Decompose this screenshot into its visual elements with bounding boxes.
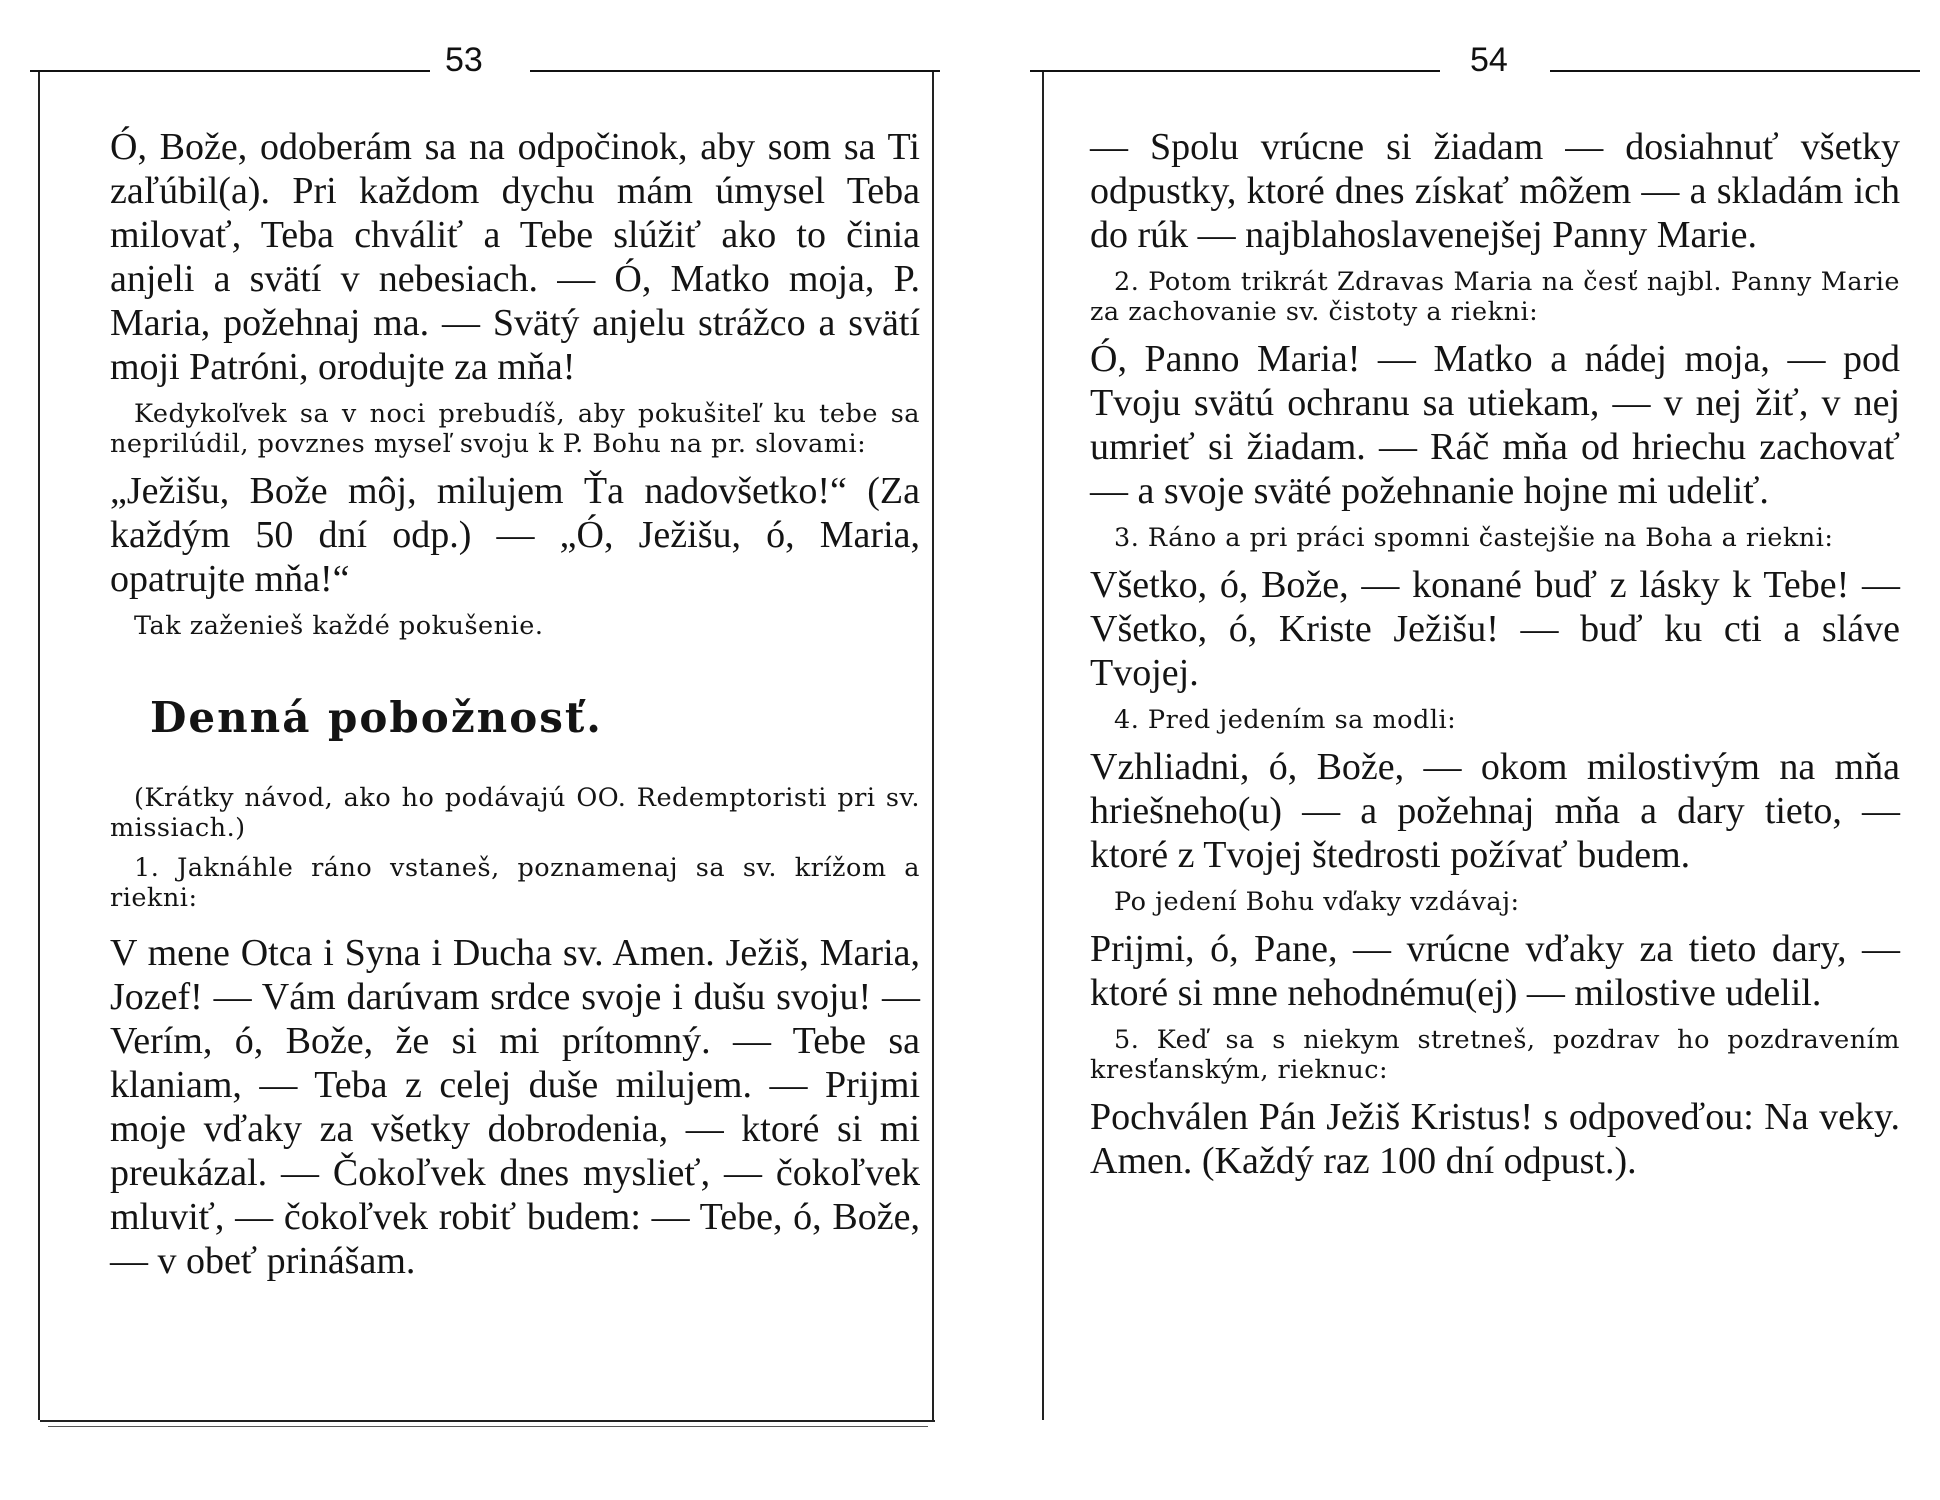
- instruction-paragraph: 1. Jaknáhle ráno vstaneš, poznamenaj sa sv. krížom a riekni:: [110, 853, 920, 913]
- page-number: 54: [1470, 41, 1508, 79]
- prayer-paragraph: Ó, Bože, odoberám sa na odpočinok, aby som sa Ti zaľúbil(a). Pri každom dychu mám úmysel Teba milovať, Teba chváliť a Tebe slúžiť ako to činia anjeli a svätí v nebesiach. — Ó, Matko moja, P. Maria, požehnaj ma. — Svätý anjelu strážco a svätí moji Patróni, orodujte za mňa!: [110, 126, 920, 388]
- instruction-paragraph: 4. Pred jedením sa modli:: [1114, 705, 1457, 735]
- instruction-paragraph: Tak zaženieš každé pokušenie.: [134, 611, 544, 641]
- page-number: 53: [445, 41, 483, 79]
- header-rule: [1030, 70, 1440, 72]
- right-page-header: [1030, 40, 1920, 80]
- instruction-paragraph: (Krátky návod, ako ho podávajú OO. Redemptoristi pri sv. missiach.): [110, 783, 920, 843]
- instruction-paragraph: 2. Potom trikrát Zdravas Maria na česť najbl. Panny Marie za zachovanie sv. čistoty a riekni:: [1090, 267, 1900, 327]
- prayer-paragraph: Vzhliadni, ó, Bože, — okom milostivým na mňa hriešneho(u) — a požehnaj mňa a dary tieto, — ktoré z Tvojej štedrosti požívať budem.: [1090, 746, 1900, 876]
- header-rule: [530, 70, 940, 72]
- prayer-paragraph: Ó, Panno Maria! — Matko a nádej moja, — pod Tvoju svätú ochranu sa utiekam, — v nej žiť, v nej umrieť si žiadam. — Ráč mňa od hriechu zachovať — a svoje sväté požehnanie hojne mi udeliť.: [1090, 338, 1900, 512]
- instruction-paragraph: 3. Ráno a pri práci spomni častejšie na Boha a riekni:: [1114, 523, 1834, 553]
- left-page-header: [30, 40, 940, 80]
- instruction-paragraph: Kedykoľvek sa v noci prebudíš, aby pokušiteľ ku tebe sa neprilúdil, povznes myseľ svoju k P. Bohu na pr. slovami:: [110, 399, 920, 459]
- section-heading: Denná pobožnosť.: [150, 693, 603, 742]
- left-page-text: [110, 125, 920, 1283]
- instruction-paragraph: Po jedení Bohu vďaky vzdávaj:: [1114, 887, 1520, 917]
- right-page-text: [1090, 125, 1900, 1183]
- prayer-paragraph: Prijmi, ó, Pane, — vrúcne vďaky za tieto dary, — ktoré si mne nehodnému(ej) — milostive udelil.: [1090, 928, 1900, 1014]
- prayer-paragraph: Pochválen Pán Ježiš Kristus! s odpoveďou: Na veky. Amen. (Každý raz 100 dní odpust.).: [1090, 1096, 1900, 1182]
- prayer-paragraph: — Spolu vrúcne si žiadam — dosiahnuť všetky odpustky, ktoré dnes získať môžem — a skladám ich do rúk — najblahoslavenejšej Panny Marie.: [1090, 126, 1900, 256]
- prayer-paragraph: V mene Otca i Syna i Ducha sv. Amen. Ježiš, Maria, Jozef! — Vám darúvam srdce svoje i dušu svoju! — Verím, ó, Bože, že si mi prítomný. — Tebe sa klaniam, — Teba z celej duše milujem. — Prijmi moje vďaky za všetky dobrodenia, — ktoré si mi preukázal. — Čokoľvek dnes myslieť, — čokoľvek mluviť, — čokoľvek robiť budem: — Tebe, ó, Bože, — v obeť prinášam.: [110, 932, 920, 1282]
- right-page: [1030, 0, 1920, 1500]
- header-rule: [30, 70, 430, 72]
- left-page: [30, 0, 940, 1500]
- prayer-paragraph: „Ježišu, Bože môj, milujem Ťa nadovšetko!“ (Za každým 50 dní odp.) — „Ó, Ježišu, ó, Maria, opatrujte mňa!“: [110, 470, 920, 600]
- header-rule: [1550, 70, 1920, 72]
- instruction-paragraph: 5. Keď sa s niekym stretneš, pozdrav ho pozdravením kresťanským, rieknuc:: [1090, 1025, 1900, 1085]
- prayer-paragraph: Všetko, ó, Bože, — konané buď z lásky k Tebe! — Všetko, ó, Kriste Ježišu! — buď ku cti a sláve Tvojej.: [1090, 564, 1900, 694]
